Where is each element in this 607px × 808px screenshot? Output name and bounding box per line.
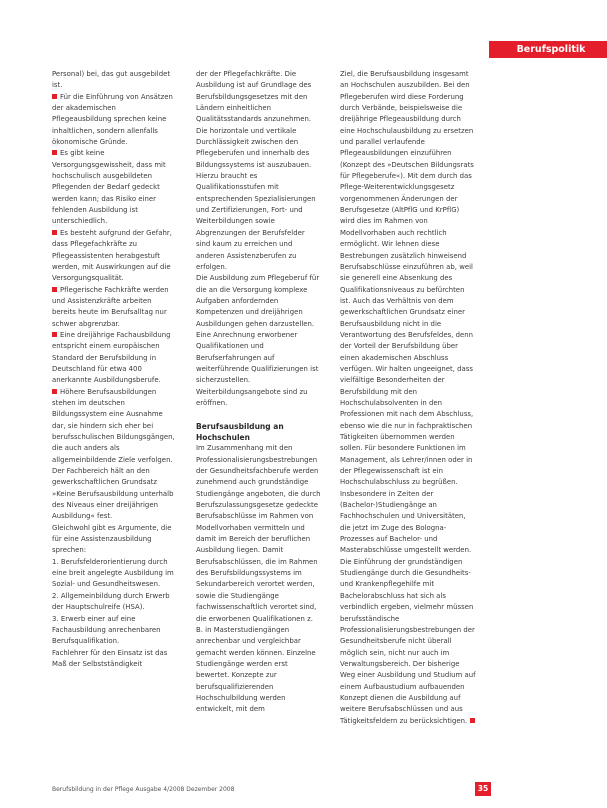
footer-citation: Berufsbildung in der Pflege Ausgabe 4/2008 Dezember 2008 xyxy=(52,786,235,793)
bullet-paragraph xyxy=(52,387,177,466)
bullet-paragraph xyxy=(52,92,177,149)
paragraph xyxy=(52,591,177,614)
bullet-square-icon xyxy=(52,94,57,99)
paragraph xyxy=(196,443,321,715)
paragraph-text: Die Einführung der grundständigen Studiengänge durch die Gesundheits- und Krankenpflegehilfe mit Bachelorabschluss hat sich als verbindlich ergeben, vielmehr müssen berufsständische Professionalisierungsbestrebungen der Gesundheitsberufe nicht überall möglich sein, nicht nur auch im Verwaltungsbereich. Der bisherige Weg einer Ausbildung und Studium auf einem Aufbaustudium aufbauenden Konzept dienen die Ausbildung auf weitere Berufsabschlüssen und aus Tätigkeitsfeldern zu berücksichtigen. xyxy=(340,557,476,725)
paragraph-text: Die horizontale und vertikale Durchlässigkeit zwischen den Pflegeberufen und innerhalb des Bildungssystems ist auszubauen. Hierzu braucht es Qualifikationsstufen mit entsprechenden Spezialisierungen und Zertifizierungen, Fort- und Weiterbildungen sowie Abgrenzungen der Berufsfelder sind kaum zu erreichen und anderen Assistenzberufen zu erfolgen. xyxy=(196,126,316,271)
paragraph xyxy=(196,69,321,126)
paragraph-text: der der Pflegefachkräfte. Die Ausbildung ist auf Grundlage des Berufsbildungsgesetzes mit den Ländern einheitlichen Qualitätsstandards anzunehmen. xyxy=(196,70,312,124)
bullet-paragraph xyxy=(52,148,177,227)
section-heading: Berufsausbildung an Hochschulen xyxy=(196,421,284,442)
section-tag: Berufspolitik xyxy=(489,41,607,58)
paragraph xyxy=(52,557,177,591)
paragraph-text: 2. Allgemeinbildung durch Erwerb der Hauptschulreife (HSA). xyxy=(52,591,170,612)
bullet-square-icon xyxy=(52,389,57,394)
bullet-paragraph xyxy=(52,330,177,387)
bullet-square-icon xyxy=(52,287,57,292)
paragraph xyxy=(196,330,321,409)
paragraph-text: Für die Einführung von Ansätzen der akademischen Pflegeausbildung sprechen keine inhaltlichen, sondern allenfalls ökonomische Gründe. xyxy=(52,92,173,147)
paragraph-text: Eine Anrechnung erworbener Qualifikationen und Berufserfahrungen auf weiterführende Qualifizierungen ist sicherzustellen. Weiterbildungsangebote sind zu eröffnen. xyxy=(196,330,319,407)
paragraph xyxy=(340,557,476,727)
spacer xyxy=(196,409,321,420)
paragraph-text: Die Ausbildung zum Pflegeberuf für die an die Versorgung komplexe Aufgaben anfordernden Kompetenzen und dreijährigen Ausbildungen gehen darzustellen. xyxy=(196,274,320,328)
bullet-square-icon xyxy=(52,230,57,235)
bullet-square-icon xyxy=(52,332,57,337)
paragraph-text: Ziel, die Berufsausbildung insgesamt an Hochschulen auszubilden. Bei den Pflegeberufen wird diese Forderung durch Verbände, beispielsweise die dreijährige Pflegeausbildung durch eine Hochschulausbildung zu ersetzen und parallel verlaufende Pflegeausbildungen einzuführen (Konzept des »Deutschen Bildungsrats für Pflegeberufe«). Mit dem durch das Pflege-Weiterentwicklungsgesetz vorgenommenen Änderungen der Berufsgesetze (AltPflG und KrPflG) wird dies im Rahmen von Modellvorhaben auch rechtlich ermöglicht. Wir lehnen diese Bestrebungen zusätzlich hinweisend Berufsabschlüsse einzuführen ab, weil sie generell eine Absenkung des Qualifikationsniveaus zu befürchten ist. Auch das Verhältnis von dem gewerkschaftlichen Grundsatz einer Berufsausbildung nicht in die Verantwortung des Berufsfeldes, denn der Vorteil der Berufsbildung über einen akademischen Abschluss verfügen. Wir halten ungeeignet, dass vielfältige Besonderheiten der Berufsbildung mit den Hochschulabsolventen in den Professionen mit nach dem Abschluss, ebenso wie die nur in fachpraktischen Tätigkeiten übernommen werden sollen. Für besondere Funktionen im Management, als Lehrer/innen oder in der Pflegewissenschaft ist ein Hochschulabschluss zu begrüßen. Insbesondere in Zeiten der (Bachelor-)Studiengänge an Fachhochschulen und Universitäten, die jetzt im Zuge des Bologna-Prozesses auf Bachelor- und Masterabschlüsse umgestellt werden. xyxy=(340,70,474,555)
paragraph xyxy=(52,648,177,671)
paragraph xyxy=(196,126,321,273)
paragraph-text: Es besteht aufgrund der Gefahr, dass Pflegefachkräfte zu Pflegeassistenten herabgestuft werden, mit Auswirkungen auf die Versorgungsqualität. xyxy=(52,228,172,283)
bullet-square-icon xyxy=(52,150,57,155)
paragraph-text: Fachlehrer für den Einsatz ist das Maß der Selbstständigkeit xyxy=(52,648,168,668)
bullet-paragraph xyxy=(52,228,177,285)
paragraph-text: Es gibt keine Versorgungsgewissheit, dass mit hochschulisch ausgebildeten Pflegenden der Bedarf gedeckt werden kann; das Risiko einer fehlenden Ausbildung ist unterschiedlich. xyxy=(52,149,166,226)
page-number: 35 xyxy=(475,782,491,796)
column-3 xyxy=(340,69,476,727)
column-2 xyxy=(196,69,321,716)
bullet-paragraph xyxy=(52,285,177,330)
paragraph xyxy=(196,273,321,330)
paragraph-text: Höhere Berufsausbildungen stehen im deutschen Bildungssystem eine Ausnahme dar, sie hindern sich eher bei berufsschulischen Bildungsgängen, die auch anders als allgemeinbildende Ziele verfolgen. xyxy=(52,387,175,464)
paragraph-text: Der Fachbereich hält an den gewerkschaftlichen Grundsatz »Keine Berufsausbildung unterhalb des Niveaus einer dreijährigen Ausbildung« fest. xyxy=(52,467,174,521)
paragraph-text: 1. Berufsfelderorientierung durch eine breit angelegte Ausbildung im Sozial- und Gesundheitswesen. xyxy=(52,557,174,589)
paragraph-text: Im Zusammenhang mit den Professionalisierungsbestrebungen der Gesundheitsfachberufe werden zunehmend auch grundständige Studiengänge angeboten, die durch Berufszulassungsgesetze gedeckte Berufsabschlüsse im Rahmen von Modellvorhaben vermitteln und damit im Bereich der beruflichen Ausbildung liegen. Damit Berufsabschlüssen, die im Rahmen des Berufsbildungssystems im Sekundarbereich verortet werden, sowie die Studiengänge fachwissenschaftlich verortet sind, die erworbenen Qualifikationen z. B. in Masterstudiengängen anrechenbar und vergleichbar gemacht werden können. Einzelne Studiengänge werden erst bewertet. Konzepte zur berufsqualifizierenden Hochschulbildung werden entwickelt, mit dem xyxy=(196,444,321,714)
paragraph-text: 3. Erwerb einer auf eine Fachausbildung anrechenbaren Berufsqualifikation. xyxy=(52,614,161,646)
paragraph-text: Pflegerische Fachkräfte werden und Assistenzkräfte arbeiten bereits heute im Berufsalltag nur schwer abgrenzbar. xyxy=(52,285,169,328)
end-mark-icon xyxy=(470,718,475,723)
paragraph xyxy=(52,523,177,557)
column-1 xyxy=(52,69,177,670)
paragraph-text: Eine dreijährige Fachausbildung entspricht einem europäischen Standard der Berufsbildung in Deutschland für etwa 400 anerkannte Ausbildungsberufe. xyxy=(52,330,171,385)
paragraph-text: Gleichwohl gibt es Argumente, die für eine Assistenzausbildung sprechen: xyxy=(52,523,172,555)
paragraph xyxy=(52,614,177,648)
paragraph xyxy=(340,69,476,557)
paragraph-text: Personal) bei, das gut ausgebildet ist. xyxy=(52,70,171,90)
paragraph xyxy=(52,69,177,92)
paragraph xyxy=(52,466,177,523)
